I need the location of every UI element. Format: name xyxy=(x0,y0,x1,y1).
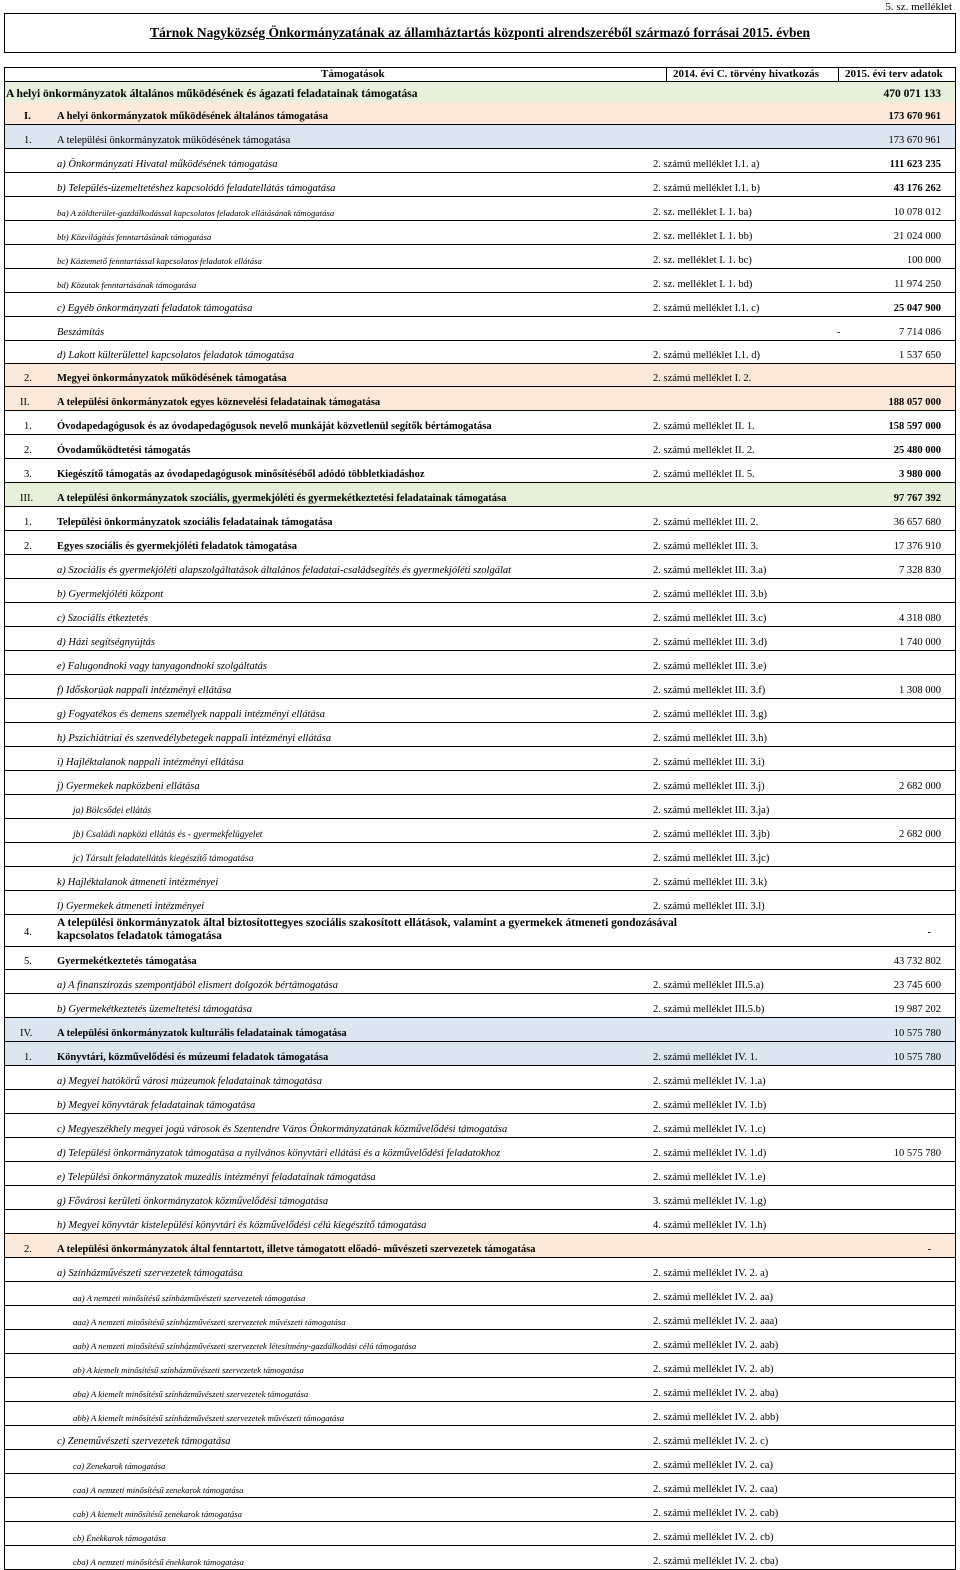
row-text: jb) Családi napközi ellátás és - gyermekfelügyelet xyxy=(73,830,263,840)
row-text: A helyi önkormányzatok működésének általános támogatása xyxy=(57,111,328,122)
table-row xyxy=(4,221,956,245)
row-law-reference: 2. számú melléklet III. 3.ja) xyxy=(653,805,770,816)
header-plan-data: 2015. évi terv adatok xyxy=(845,68,943,80)
table-row xyxy=(4,1306,956,1330)
row-text: h) Megyei könyvtár kistelepülési könyvtári és közművelődési célú kiegészítő támogatása xyxy=(57,1220,427,1231)
row-text: ba) A zöldterület-gazdálkodással kapcsolatos feladatok ellátásának támogatása xyxy=(57,208,335,218)
row-amount: 10 575 780 xyxy=(893,1148,941,1159)
table-row xyxy=(4,1330,956,1354)
row-law-reference: 2. számú melléklet II. 1. xyxy=(653,421,755,432)
table-row xyxy=(4,1402,956,1426)
table-row xyxy=(4,651,956,675)
row-text: aba) A kiemelt minősítésű színházművészeti szervezetek támogatása xyxy=(73,1389,309,1399)
row-law-reference: 2. számú melléklet IV. 2. ab) xyxy=(653,1364,774,1375)
table-header xyxy=(4,67,956,81)
row-law-reference: 2. számú melléklet III. 2. xyxy=(653,517,759,528)
table-row xyxy=(4,387,956,411)
row-amount: 10 575 780 xyxy=(893,1028,941,1039)
row-text: cab) A kiemelt minősítésű zenekarok támogatása xyxy=(73,1509,242,1519)
table-row xyxy=(4,173,956,197)
row-text: Települési önkormányzatok szociális feladatainak támogatása xyxy=(57,517,333,528)
table-row xyxy=(4,1018,956,1042)
row-text: j) Gyermekek napközbeni ellátása xyxy=(57,781,200,792)
row-number: 3. xyxy=(24,469,32,480)
row-text: A helyi önkormányzatok általános működésének és ágazati feladatainak támogatása xyxy=(6,88,418,100)
row-text: cba) A nemzeti minősítésű énekkarok támogatása xyxy=(73,1557,244,1567)
table-row xyxy=(4,507,956,531)
row-law-reference: 2. számú melléklet IV. 1. xyxy=(653,1052,758,1063)
table-row xyxy=(4,579,956,603)
row-text: d) Lakott külterülettel kapcsolatos feladatok támogatása xyxy=(57,350,295,361)
table-row xyxy=(4,245,956,269)
row-text: g) Fővárosi kerületi önkormányzatok közművelődési támogatása xyxy=(57,1196,329,1207)
row-text-line-1: A települési önkormányzatok által biztosítottegyes szociális szakosított ellátások, valamint a gyermekek átmeneti gondozásával xyxy=(57,917,677,929)
row-number: 2. xyxy=(24,1244,32,1255)
row-law-reference: 2. számú melléklet IV. 1.d) xyxy=(653,1148,767,1159)
row-text: bd) Közutak fenntartásának támogatása xyxy=(57,280,197,290)
table-row xyxy=(4,723,956,747)
row-amount: 1 308 000 xyxy=(899,685,941,696)
row-minus-sign: - xyxy=(837,327,841,338)
table-row xyxy=(4,867,956,891)
row-amount: 11 974 250 xyxy=(894,279,941,290)
row-number: 5. xyxy=(24,956,32,967)
row-law-reference: 2. számú melléklet IV. 1.e) xyxy=(653,1172,766,1183)
title-box xyxy=(4,13,956,53)
row-text: A települési önkormányzatok által fenntartott, illetve támogatott előadó- művészeti szervezetek támogatása xyxy=(57,1244,536,1255)
row-text: A települési önkormányzatok szociális, gyermekjóléti és gyermekétkeztetési feladatainak támogatása xyxy=(57,493,507,504)
row-number: II. xyxy=(20,397,30,408)
row-law-reference: 2. számú melléklet III. 3. xyxy=(653,541,759,552)
row-amount: 36 657 680 xyxy=(893,517,941,528)
row-text: a) A finanszírozás szempontjából elismert dolgozók bértámogatása xyxy=(57,980,338,991)
row-amount: 3 980 000 xyxy=(899,469,941,480)
row-text: bc) Köztemető fenntartással kapcsolatos feladatok ellátása xyxy=(57,256,262,266)
row-amount: 158 597 000 xyxy=(888,421,941,432)
row-amount: - xyxy=(927,1244,931,1255)
row-law-reference: 2. számú melléklet IV. 2. cba) xyxy=(653,1556,779,1567)
table-row xyxy=(4,459,956,483)
row-law-reference: 2. számú melléklet IV. 2. aab) xyxy=(653,1340,779,1351)
row-text: A települési önkormányzatok egyes köznevelési feladatainak támogatása xyxy=(57,397,381,408)
table-row xyxy=(4,341,956,364)
row-law-reference: 2. számú melléklet III. 3.i) xyxy=(653,757,765,768)
row-amount: 43 176 262 xyxy=(893,183,941,194)
table-row xyxy=(4,1282,956,1306)
table-row xyxy=(4,1354,956,1378)
row-amount: 188 057 000 xyxy=(888,397,941,408)
row-text: aa) A nemzeti minősítésű színházművészeti szervezetek támogatása xyxy=(73,1293,306,1303)
row-text: A települési önkormányzatok kulturális feladatainak támogatása xyxy=(57,1028,347,1039)
row-number: 1. xyxy=(24,135,32,146)
row-text: h) Pszichiátriai és szenvedélybetegek nappali intézményi ellátása xyxy=(57,733,332,744)
table-row xyxy=(4,197,956,221)
row-text-line-2: kapcsolatos feladatok támogatása xyxy=(57,930,222,942)
row-law-reference: 2. számú melléklet III. 3.h) xyxy=(653,733,768,744)
row-text: Kiegészítő támogatás az óvodapedagógusok minősítéséből adódó többletkiadáshoz xyxy=(57,469,425,480)
row-text: bb) Közvilágítás fenntartásának támogatása xyxy=(57,232,212,242)
row-law-reference: 2. számú melléklet IV. 2. a) xyxy=(653,1268,769,1279)
table-row xyxy=(4,1162,956,1186)
row-law-reference: 2. számú melléklet IV. 2. caa) xyxy=(653,1484,778,1495)
row-text: Óvodapedagógusok és az óvodapedagógusok nevelő munkáját közvetlenül segítők bértámogatása xyxy=(57,421,492,432)
row-text: cb) Énekkarok támogatása xyxy=(73,1533,166,1543)
table-row xyxy=(4,819,956,843)
table-row xyxy=(4,1546,956,1570)
row-number: I. xyxy=(24,111,31,122)
row-law-reference: 2. számú melléklet IV. 2. cb) xyxy=(653,1532,774,1543)
row-text: jc) Társult feladatellátás kiegészítő támogatása xyxy=(73,854,254,864)
row-number: III. xyxy=(20,493,34,504)
row-text: Beszámítás xyxy=(57,327,105,338)
row-law-reference: 2. számú melléklet III.5.b) xyxy=(653,1004,765,1015)
row-law-reference: 2. számú melléklet III. 3.g) xyxy=(653,709,768,720)
row-text: Óvodaműködtetési támogatás xyxy=(57,445,191,456)
row-law-reference: 2. sz. melléklet I. 1. bb) xyxy=(653,231,753,242)
row-text: Megyei önkormányzatok működésének támogatása xyxy=(57,373,287,384)
row-text: g) Fogyatékos és demens személyek nappali intézményi ellátása xyxy=(57,709,325,720)
table-row xyxy=(4,531,956,555)
row-text: b) Gyermekjóléti központ xyxy=(57,589,164,600)
row-text: b) Gyermekétkeztetés üzemeltetési támogatása xyxy=(57,1004,253,1015)
table-row xyxy=(4,293,956,317)
row-amount: 21 024 000 xyxy=(893,231,941,242)
row-text: a) Megyei hatókörű városi múzeumok feladatainak támogatása xyxy=(57,1076,322,1087)
row-text: e) Falugondnoki vagy tanyagondnoki szolgáltatás xyxy=(57,661,267,672)
table-row xyxy=(4,81,956,103)
row-law-reference: 4. számú melléklet IV. 1.h) xyxy=(653,1220,767,1231)
table-row xyxy=(4,1138,956,1162)
row-text: i) Hajléktalanok nappali intézményi ellátása xyxy=(57,757,244,768)
table-row xyxy=(4,149,956,173)
row-text xyxy=(57,917,677,943)
row-law-reference: 2. sz. melléklet I. 1. ba) xyxy=(653,207,752,218)
row-number: 1. xyxy=(24,421,32,432)
row-amount: 470 071 133 xyxy=(883,88,941,100)
row-law-reference: 2. számú melléklet III. 3.k) xyxy=(653,877,768,888)
header-support: Támogatások xyxy=(321,68,385,80)
page-title: Tárnok Nagyközség Önkormányzatának az államháztartás központi alrendszeréből származó forrásai 2015. évben xyxy=(149,25,811,40)
row-amount: 2 682 000 xyxy=(899,829,941,840)
table-row xyxy=(4,269,956,293)
row-law-reference: 2. számú melléklet III. 3.c) xyxy=(653,613,767,624)
row-text: a) Színházművészeti szervezetek támogatása xyxy=(57,1268,243,1279)
row-law-reference: 3. számú melléklet IV. 1.g) xyxy=(653,1196,767,1207)
row-text: ja) Bölcsődei ellátás xyxy=(73,806,152,816)
table-row xyxy=(4,947,956,970)
row-amount: 97 767 392 xyxy=(893,493,941,504)
row-amount: 23 745 600 xyxy=(893,980,941,991)
row-amount: 7 714 086 xyxy=(899,327,941,338)
row-amount: 17 376 910 xyxy=(893,541,941,552)
row-text: Könyvtári, közművelődési és múzeumi feladatok támogatása xyxy=(57,1052,329,1063)
table-row xyxy=(4,1090,956,1114)
row-text: ab) A kiemelt minősítésű színházművészeti szervezetek támogatása xyxy=(73,1365,304,1375)
row-law-reference: 2. számú melléklet III. 3.a) xyxy=(653,565,767,576)
row-amount: 19 987 202 xyxy=(893,1004,941,1015)
table-row xyxy=(4,771,956,795)
row-amount: 7 328 830 xyxy=(899,565,941,576)
row-text: a) Önkormányzati Hivatal működésének támogatása xyxy=(57,159,278,170)
table-row xyxy=(4,364,956,387)
row-law-reference: 2. sz. melléklet I. 1. bd) xyxy=(653,279,753,290)
table-row xyxy=(4,102,956,125)
table-row xyxy=(4,1186,956,1210)
row-text: c) Zeneművészeti szervezetek támogatása xyxy=(57,1436,231,1447)
table-row xyxy=(4,1042,956,1066)
row-law-reference: 2. számú melléklet III. 3.j) xyxy=(653,781,765,792)
row-law-reference: 2. számú melléklet I. 2. xyxy=(653,373,752,384)
table-row xyxy=(4,675,956,699)
row-amount: 173 670 961 xyxy=(888,111,941,122)
row-law-reference: 2. számú melléklet III. 3.l) xyxy=(653,901,765,912)
table-row xyxy=(4,915,956,947)
row-amount: 1 740 000 xyxy=(899,637,941,648)
row-law-reference: 2. számú melléklet IV. 2. cab) xyxy=(653,1508,779,1519)
row-number: 4. xyxy=(24,927,32,938)
row-number: 2. xyxy=(24,445,32,456)
table-row xyxy=(4,435,956,459)
row-amount: 173 670 961 xyxy=(888,135,941,146)
table-row xyxy=(4,795,956,819)
row-amount: 111 623 235 xyxy=(889,159,941,170)
row-law-reference: 2. számú melléklet III.5.a) xyxy=(653,980,764,991)
table-row xyxy=(4,125,956,149)
row-text: d) Házi segítségnyújtás xyxy=(57,637,155,648)
row-text: b) Település-üzemeltetéshez kapcsolódó feladatellátás támogatása xyxy=(57,183,336,194)
table-row xyxy=(4,1522,956,1546)
row-amount: 10 078 012 xyxy=(893,207,941,218)
table-row xyxy=(4,699,956,723)
row-number: 1. xyxy=(24,1052,32,1063)
table-row xyxy=(4,603,956,627)
row-text: Egyes szociális és gyermekjóléti feladatok támogatása xyxy=(57,541,297,552)
row-law-reference: 2. számú melléklet III. 3.jc) xyxy=(653,853,770,864)
row-law-reference: 2. számú melléklet III. 3.d) xyxy=(653,637,768,648)
table-row xyxy=(4,317,956,341)
row-text: aaa) A nemzeti minősítésű színházművészeti szervezetek művészeti támogatása xyxy=(73,1317,346,1327)
row-text: k) Hajléktalanok átmeneti intézményei xyxy=(57,877,219,888)
row-law-reference: 2. számú melléklet IV. 2. abb) xyxy=(653,1412,779,1423)
row-amount: 10 575 780 xyxy=(893,1052,941,1063)
row-law-reference: 2. számú melléklet III. 3.jb) xyxy=(653,829,770,840)
row-text: b) Megyei könyvtárak feladatainak támogatása xyxy=(57,1100,256,1111)
table-row xyxy=(4,555,956,579)
row-law-reference: 2. számú melléklet IV. 2. aa) xyxy=(653,1292,773,1303)
annex-label: 5. sz. melléklet xyxy=(885,1,952,13)
row-text: c) Egyéb önkormányzati feladatok támogatása xyxy=(57,303,253,314)
table-row xyxy=(4,411,956,435)
row-text: a) Szociális és gyermekjóléti alapszolgáltatások általános feladatai-családsegítés és gyermekjóléti szolgálat xyxy=(57,565,512,576)
row-law-reference: 2. számú melléklet II. 5. xyxy=(653,469,755,480)
table-row xyxy=(4,483,956,507)
row-law-reference: 2. számú melléklet IV. 2. aba) xyxy=(653,1388,779,1399)
row-law-reference: 2. számú melléklet III. 3.b) xyxy=(653,589,768,600)
row-text: c) Megyeszékhely megyei jogú városok és Szentendre Város Önkormányzatának közművelődési támogatása xyxy=(57,1124,508,1135)
row-number: 2. xyxy=(24,541,32,552)
table-row xyxy=(4,1114,956,1138)
table-row xyxy=(4,1234,956,1258)
row-law-reference: 2. számú melléklet IV. 2. c) xyxy=(653,1436,769,1447)
row-law-reference: 2. sz. melléklet I. 1. bc) xyxy=(653,255,752,266)
row-text: ca) Zenekarok támogatása xyxy=(73,1461,166,1471)
row-law-reference: 2. számú melléklet I.1. d) xyxy=(653,350,761,361)
row-text: aab) A nemzeti minősítésű színházművészeti szervezetek létesítmény-gazdálkodási célú támogatása xyxy=(73,1341,417,1351)
table-row xyxy=(4,1450,956,1474)
table-row xyxy=(4,1378,956,1402)
row-amount: 2 682 000 xyxy=(899,781,941,792)
row-text: A települési önkormányzatok működésének támogatása xyxy=(57,135,291,146)
table-row xyxy=(4,970,956,994)
row-amount: 43 732 802 xyxy=(893,956,941,967)
header-law-reference: 2014. évi C. törvény hivatkozás xyxy=(673,68,820,80)
table-row xyxy=(4,843,956,867)
table-row xyxy=(4,891,956,915)
table-row xyxy=(4,1474,956,1498)
row-number: 1. xyxy=(24,517,32,528)
row-text: f) Időskorúak nappali intézményi ellátása xyxy=(57,685,232,696)
row-amount: 4 318 080 xyxy=(899,613,941,624)
table-row xyxy=(4,627,956,651)
row-amount: 25 480 000 xyxy=(893,445,941,456)
row-text: abb) A kiemelt minősítésű színházművészeti szervezetek művészeti támogatása xyxy=(73,1413,345,1423)
row-law-reference: 2. számú melléklet III. 3.f) xyxy=(653,685,766,696)
row-law-reference: 2. számú melléklet IV. 1.b) xyxy=(653,1100,767,1111)
row-text: l) Gyermekek átmeneti intézményei xyxy=(57,901,205,912)
row-law-reference: 2. számú melléklet IV. 2. ca) xyxy=(653,1460,773,1471)
row-law-reference: 2. számú melléklet III. 3.e) xyxy=(653,661,767,672)
row-law-reference: 2. számú melléklet I.1. b) xyxy=(653,183,761,194)
row-text: caa) A nemzeti minősítésű zenekarok támogatása xyxy=(73,1485,244,1495)
table-row xyxy=(4,1258,956,1282)
row-law-reference: 2. számú melléklet I.1. c) xyxy=(653,303,760,314)
row-text: e) Települési önkormányzatok muzeális intézményi feladatainak támogatása xyxy=(57,1172,376,1183)
table-row xyxy=(4,1498,956,1522)
table-row xyxy=(4,1066,956,1090)
row-number: IV. xyxy=(20,1028,33,1039)
row-text: Gyermekétkeztetés támogatása xyxy=(57,956,197,967)
row-law-reference: 2. számú melléklet II. 2. xyxy=(653,445,755,456)
row-law-reference: 2. számú melléklet IV. 1.c) xyxy=(653,1124,766,1135)
row-amount: - xyxy=(927,927,931,938)
table-row xyxy=(4,994,956,1018)
table-row xyxy=(4,1426,956,1450)
row-text: c) Szociális étkeztetés xyxy=(57,613,148,624)
row-text: d) Települési önkormányzatok támogatása a nyilvános könyvtári ellátási és a közművelődési feladatokhoz xyxy=(57,1148,501,1159)
row-law-reference: 2. számú melléklet I.1. a) xyxy=(653,159,760,170)
table-row xyxy=(4,1210,956,1234)
row-amount: 25 047 900 xyxy=(893,303,941,314)
row-number: 2. xyxy=(24,373,32,384)
row-amount: 1 537 650 xyxy=(899,350,941,361)
row-amount: 100 000 xyxy=(906,255,941,266)
table-row xyxy=(4,747,956,771)
row-law-reference: 2. számú melléklet IV. 1.a) xyxy=(653,1076,766,1087)
row-law-reference: 2. számú melléklet IV. 2. aaa) xyxy=(653,1316,778,1327)
